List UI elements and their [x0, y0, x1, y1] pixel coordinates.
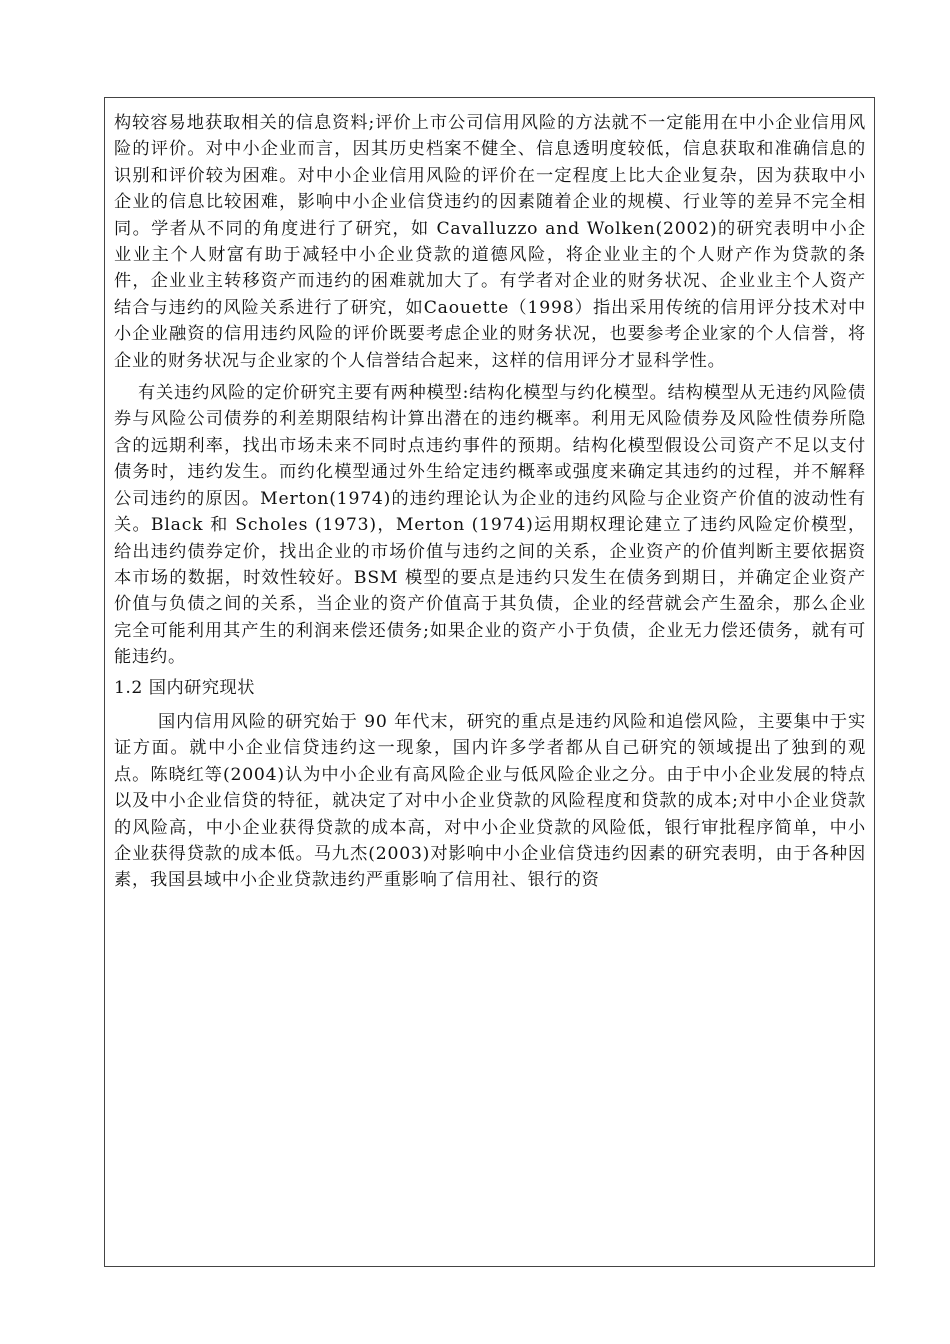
page-frame: [104, 97, 875, 1267]
document-body: [114, 110, 866, 894]
paragraph-3: 国内信用风险的研究始于 90 年代末，研究的重点是违约风险和追偿风险，主要集中于实证方面。就中小企业信贷违约这一现象，国内许多学者都从自己研究的领域提出了独到的观点。陈晓红等(2004)认为中小企业有高风险企业与低风险企业之分。由于中小企业发展的特点以及中小企业信贷的特征，就决定了对中小企业贷款的风险程度和贷款的成本;对中小企业贷款的风险高，中小企业获得贷款的成本高，对中小企业贷款的风险低，银行审批程序简单，中小企业获得贷款的成本低。马九杰(2003)对影响中小企业信贷违约因素的研究表明，由于各种因素，我国县域中小企业贷款违约严重影响了信用社、银行的资: [114, 711, 866, 891]
paragraph-1: 构较容易地获取相关的信息资料;评价上市公司信用风险的方法就不一定能用在中小企业信用风险的评价。对中小企业而言，因其历史档案不健全、信息透明度较低，信息获取和准确信息的识别和评价较为困难。对中小企业信用风险的评价在一定程度上比大企业复杂，因为获取中小企业的信息比较困难，影响中小企业信贷违约的因素随着企业的规模、行业等的差异不完全相同。学者从不同的角度进行了研究，如 Cavalluzzo and Wolken(2002)的研究表明中小企业业主个人财富有助于减轻中小企业贷款的道德风险，将企业业主的个人财产作为贷款的条件，企业业主转移资产而违约的困难就加大了。有学者对企业的财务状况、企业业主个人资产结合与违约的风险关系进行了研究，如Caouette（1998）指出采用传统的信用评分技术对中小企业融资的信用违约风险的评价既要考虑企业的财务状况，也要参考企业家的个人信誉，将企业的财务状况与企业家的个人信誉结合起来，这样的信用评分才显科学性。: [114, 113, 866, 371]
section-heading: 1.2 国内研究现状: [114, 677, 255, 698]
paragraph-2: 有关违约风险的定价研究主要有两种模型:结构化模型与约化模型。结构模型从无违约风险债券与风险公司债券的利差期限结构计算出潜在的违约概率。利用无风险债券及风险性债券所隐含的远期利率，找出市场未来不同时点违约事件的预期。结构化模型假设公司资产不足以支付债务时，违约发生。而约化模型通过外生给定违约概率或强度来确定其违约的过程，并不解释公司违约的原因。Merton(1974)的违约理论认为企业的违约风险与企业资产价值的波动性有关。Black 和 Scholes (1973)，Merton (1974)运用期权理论建立了违约风险定价模型，给出违约债券定价，找出企业的市场价值与违约之间的关系，企业资产的价值判断主要依据资本市场的数据，时效性较好。BSM 模型的要点是违约只发生在债务到期日，并确定企业资产价值与负债之间的关系，当企业的资产价值高于其负债，企业的经营就会产生盈余，那么企业完全可能利用其产生的利润来偿还债务;如果企业的资产小于负债，企业无力偿还债务，就有可能违约。: [114, 383, 866, 668]
